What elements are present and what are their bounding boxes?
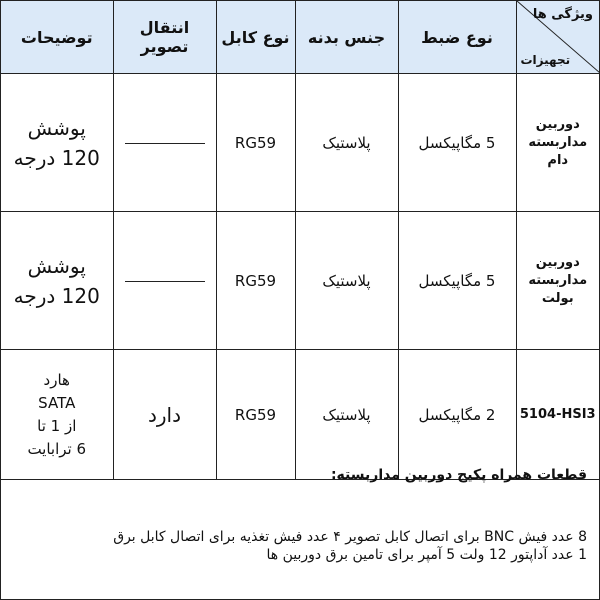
equipment-name-line: دوربین <box>535 254 580 270</box>
header-body-material: جنس بدنه <box>295 1 398 74</box>
corner-features-label: ویژگی ها <box>532 7 593 22</box>
image-transfer-cell <box>113 212 216 350</box>
notes-line: SATA <box>38 393 76 412</box>
cable-type-cell: RG59 <box>216 212 295 350</box>
notes-cell <box>1 74 113 212</box>
image-transfer-cell: دارد <box>113 350 216 480</box>
notes-line: پوشش <box>27 253 86 278</box>
package-line: 1 عدد آداپتور 12 ولت 5 آمپر برای تامین برق دوربین ها <box>266 547 587 563</box>
notes-line: پوشش <box>27 115 86 140</box>
equipment-name <box>516 74 599 212</box>
package-title: قطعات همراه پکیج دوربین مداربسته: <box>330 467 587 483</box>
header-row <box>1 1 599 74</box>
notes-cell <box>1 350 113 480</box>
table-row <box>1 74 599 212</box>
cable-type-cell: RG59 <box>216 350 295 480</box>
equipment-name-line: مداربسته <box>528 272 588 288</box>
equipment-name-line: مداربسته <box>528 134 588 150</box>
notes-line: 120 درجه <box>13 283 100 308</box>
notes-line: 120 درجه <box>13 145 100 170</box>
notes-line: 6 ترابایت <box>27 439 87 458</box>
body-material-cell: پلاستیک <box>295 350 398 480</box>
equipment-name-line: دوربین <box>535 116 580 132</box>
equipment-name-line: بولت <box>541 290 574 306</box>
notes-cell <box>1 212 113 350</box>
image-transfer-cell <box>113 74 216 212</box>
package-contents <box>1 463 599 564</box>
header-record-type: نوع ضبط <box>398 1 516 74</box>
notes-line: از 1 تا <box>37 416 77 435</box>
cable-type-cell: RG59 <box>216 74 295 212</box>
record-type-cell: 5 مگاپیکسل <box>398 212 516 350</box>
empty-dash <box>125 281 205 282</box>
corner-header <box>516 1 599 74</box>
equipment-name-line: دام <box>547 152 569 168</box>
table-row <box>1 350 599 480</box>
header-image-transfer: انتقال تصویر <box>113 1 216 74</box>
package-line: 8 عدد فیش BNC برای اتصال کابل تصویر ۴ عدد فیش تغذیه برای اتصال کابل برق <box>113 529 587 545</box>
empty-dash <box>125 143 205 144</box>
equipment-name: 5104-HSI3 <box>516 350 599 480</box>
record-type-cell: 5 مگاپیکسل <box>398 74 516 212</box>
body-material-cell: پلاستیک <box>295 212 398 350</box>
equipment-name <box>516 212 599 350</box>
header-cable-type: نوع کابل <box>216 1 295 74</box>
notes-line: هارد <box>43 370 70 389</box>
header-notes: توضیحات <box>1 1 113 74</box>
corner-equipment-label: تجهیزات <box>520 53 571 67</box>
record-type-cell: 2 مگاپیکسل <box>398 350 516 480</box>
spec-table <box>1 1 599 480</box>
table-row <box>1 212 599 350</box>
body-material-cell: پلاستیک <box>295 74 398 212</box>
